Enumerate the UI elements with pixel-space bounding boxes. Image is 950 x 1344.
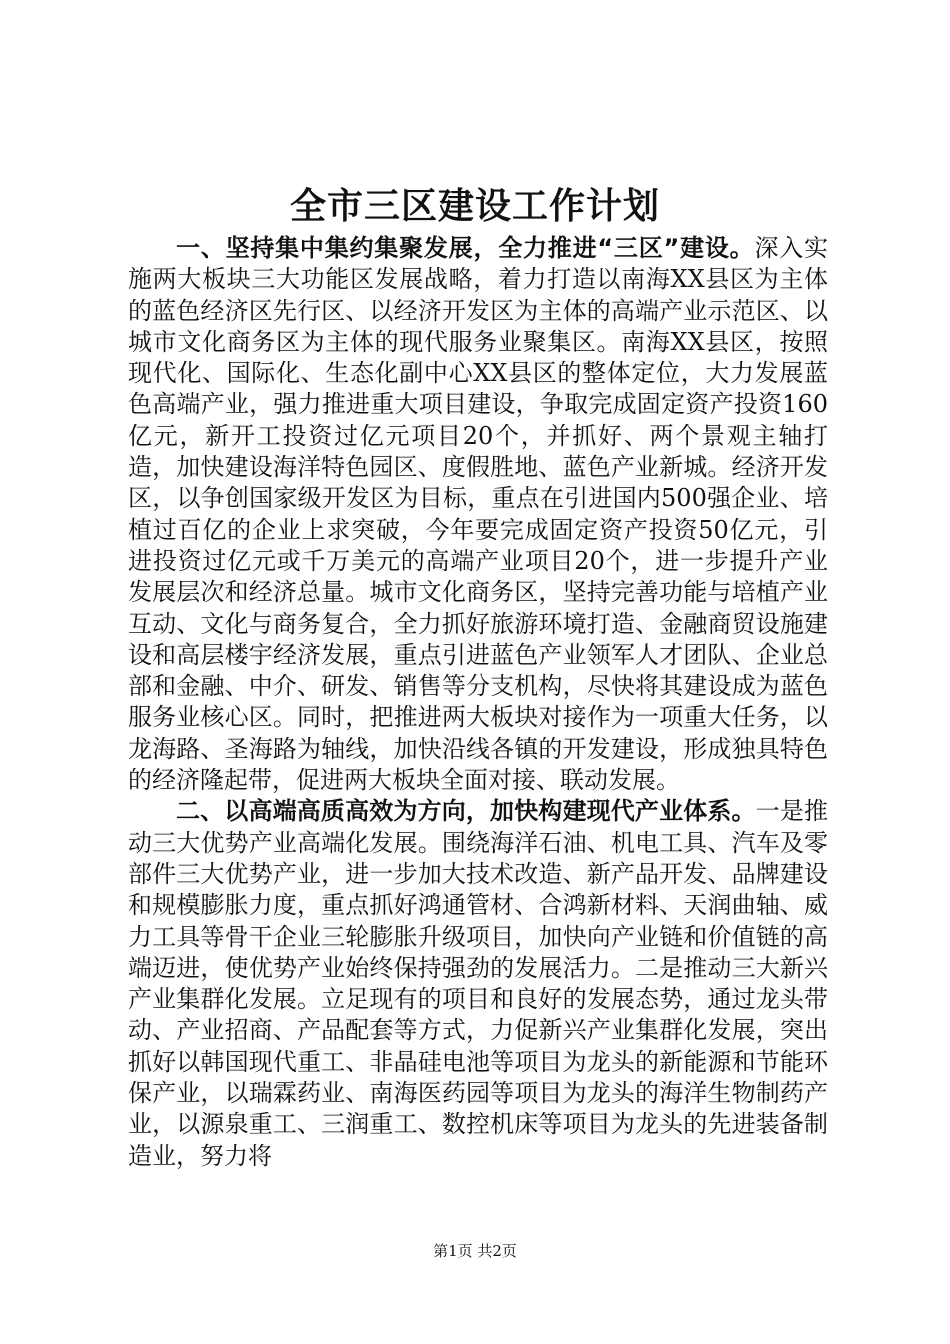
paragraph-2 — [128, 796, 828, 1172]
paragraph-1 — [128, 233, 828, 796]
paragraph-1-text: 深入实施两大板块三大功能区发展战略，着力打造以南海XX县区为主体的蓝色经济区先行区、以经济开发区为主体的高端产业示范区、以城市文化商务区为主体的现代服务业聚集区。南海XX县区，按照现代化、国际化、生态化副中心XX县区的整体定位，大力发展蓝色高端产业，强力推进重大项目建设，争取完成固定资产投资160亿元，新开工投资过亿元项目20个，并抓好、两个景观主轴打造，加快建设海洋特色园区、度假胜地、蓝色产业新城。经济开发区，以争创国家级开发区为目标，重点在引进国内500强企业、培植过百亿的企业上求突破，今年要完成固定资产投资50亿元，引进投资过亿元或千万美元的高端产业项目20个，进一步提升产业发展层次和经济总量。城市文化商务区，坚持完善功能与培植产业互动、文化与商务复合，全力抓好旅游环境打造、金融商贸设施建设和高层楼宇经济发展，重点引进蓝色产业领军人才团队、企业总部和金融、中介、研发、销售等分支机构，尽快将其建设成为蓝色服务业核心区。同时，把推进两大板块对接作为一项重大任务，以龙海路、圣海路为轴线，加快沿线各镇的开发建设，形成独具特色的经济隆起带，促进两大板块全面对接、联动发展。 — [128, 234, 829, 795]
page-number-footer: 第1页 共2页 — [433, 1242, 517, 1260]
paragraph-2-heading: 二、以高端高质高效为方向，加快构建现代产业体系。 — [176, 797, 756, 826]
paragraph-2-text: 一是推动三大优势产业高端化发展。围绕海洋石油、机电工具、汽车及零部件三大优势产业，进一步加大技术改造、新产品开发、品牌建设和规模膨胀力度，重点抓好鸿通管材、合鸿新材料、天润曲轴、威力工具等骨干企业三轮膨胀升级项目，加快向产业链和价值链的高端迈进，使优势产业始终保持强劲的发展活力。二是推动三大新兴产业集群化发展。立足现有的项目和良好的发展态势，通过龙头带动、产业招商、产品配套等方式，力促新兴产业集群化发展，突出抓好以韩国现代重工、非晶硅电池等项目为龙头的新能源和节能环保产业，以瑞霖药业、南海医药园等项目为龙头的海洋生物制药产业，以源泉重工、三润重工、数控机床等项目为龙头的先进装备制造业，努力将 — [128, 797, 829, 1170]
document-body — [128, 233, 828, 1172]
paragraph-1-heading: 一、坚持集中集约集聚发展，全力推进“三区”建设。 — [176, 234, 755, 262]
page-title: 全市三区建设工作计划 — [289, 186, 660, 227]
